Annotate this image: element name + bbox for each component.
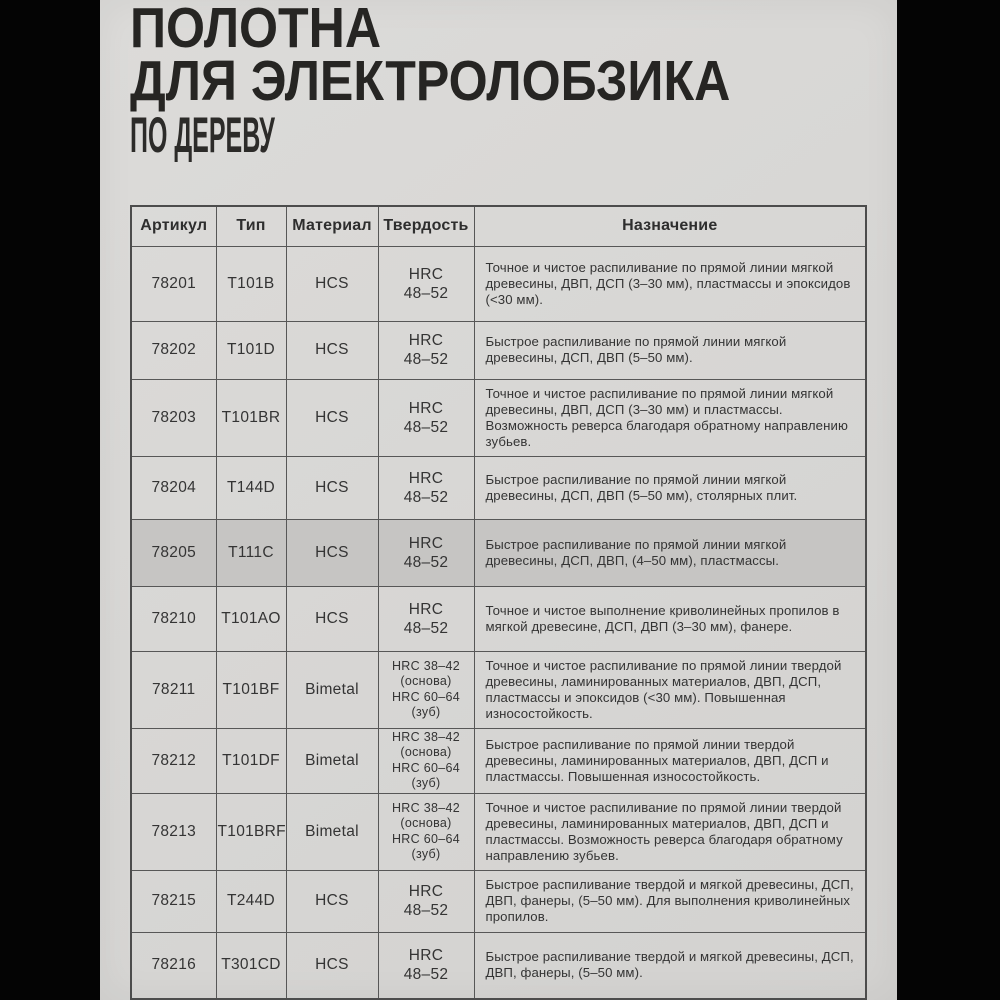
table-row (131, 651, 866, 728)
col-header-article: Артикул (131, 206, 216, 246)
table-body (131, 246, 866, 999)
cell-article: 78203 (131, 379, 216, 456)
table-row (131, 728, 866, 793)
col-header-type: Тип (216, 206, 286, 246)
cell-purpose: Быстрое распиливание твердой и мягкой древесины, ДСП, ДВП, фанеры, (5–50 мм). (474, 932, 866, 999)
hardness-line: (зуб) (411, 776, 441, 790)
cell-hardness (378, 519, 474, 586)
catalog-page (100, 0, 897, 1000)
cell-article: 78205 (131, 519, 216, 586)
cell-article: 78202 (131, 321, 216, 379)
cell-purpose: Точное и чистое распиливание по прямой линии мягкой древесины, ДВП, ДСП (3–30 мм) и пластмассы. Возможность реверса благодаря обратному направлению зубьев. (474, 379, 866, 456)
col-header-hardness: Твердость (378, 206, 474, 246)
hardness-line: HRC 60–64 (391, 831, 460, 846)
cell-hardness (378, 651, 474, 728)
hardness-line: HRC (408, 534, 444, 552)
cell-hardness (378, 586, 474, 651)
hardness-line: HRC 38–42 (391, 658, 460, 673)
cell-material: HCS (286, 519, 378, 586)
cell-type: T101BF (216, 651, 286, 728)
cell-material: HCS (286, 932, 378, 999)
cell-article: 78216 (131, 932, 216, 999)
cell-hardness (378, 246, 474, 321)
cell-type: T101AO (216, 586, 286, 651)
page-title-line2: ДЛЯ ЭЛЕКТРОЛОБЗИКА (130, 49, 731, 113)
cell-purpose: Быстрое распиливание по прямой линии мягкой древесины, ДСП, ДВП (5–50 мм). (474, 321, 866, 379)
hardness-line: HRC (408, 469, 444, 487)
cell-material: HCS (286, 379, 378, 456)
table-row (131, 456, 866, 519)
cell-purpose: Быстрое распиливание по прямой линии мягкой древесины, ДСП, ДВП (5–50 мм), столярных плит. (474, 456, 866, 519)
cell-type: T111C (216, 519, 286, 586)
table-header-row (131, 206, 866, 246)
hardness-line: 48–52 (403, 488, 449, 506)
hardness-line: 48–52 (403, 902, 449, 919)
hardness-line: 48–52 (403, 418, 449, 436)
hardness-line: HRC (408, 883, 444, 900)
hardness-line: (основа) (400, 674, 452, 688)
table-row (131, 246, 866, 321)
hardness-line: (основа) (400, 745, 452, 759)
cell-hardness (378, 870, 474, 932)
cell-material: Bimetal (286, 728, 378, 793)
table-row (131, 870, 866, 932)
cell-type: T144D (216, 456, 286, 519)
hardness-line: HRC 60–64 (391, 689, 460, 704)
cell-hardness (378, 728, 474, 793)
hardness-line: HRC 38–42 (391, 729, 460, 744)
hardness-line: 48–52 (403, 619, 449, 637)
table-row (131, 321, 866, 379)
cell-purpose: Точное и чистое распиливание по прямой линии мягкой древесины, ДВП, ДСП (3–30 мм), пластмассы и эпоксидов (<30 мм). (474, 246, 866, 321)
cell-purpose: Быстрое распиливание по прямой линии мягкой древесины, ДСП, ДВП, (4–50 мм), пластмассы. (474, 519, 866, 586)
cell-hardness (378, 932, 474, 999)
cell-type: T101D (216, 321, 286, 379)
cell-type: T101B (216, 246, 286, 321)
hardness-line: (зуб) (411, 705, 441, 719)
blades-table (130, 205, 867, 1000)
cell-type: T101DF (216, 728, 286, 793)
cell-material: HCS (286, 321, 378, 379)
cell-hardness (378, 379, 474, 456)
table-row (131, 586, 866, 651)
cell-purpose: Быстрое распиливание по прямой линии твердой древесины, ламинированных материалов, ДВП, ДСП и пластмассы. Повышенная износостойкость. (474, 728, 866, 793)
table-row (131, 932, 866, 999)
page-subtitle: ПО ДЕРЕВУ (130, 107, 275, 163)
hardness-line: (основа) (400, 816, 452, 830)
cell-material: HCS (286, 246, 378, 321)
cell-purpose: Точное и чистое распиливание по прямой линии твердой древесины, ламинированных материалов, ДВП, ДСП и пластмассы. Возможность реверса благодаря обратному направлению зубьев. (474, 793, 866, 870)
cell-article: 78212 (131, 728, 216, 793)
page-header (130, 0, 812, 163)
cell-hardness (378, 321, 474, 379)
table-row (131, 519, 866, 586)
cell-article: 78201 (131, 246, 216, 321)
cell-purpose: Точное и чистое распиливание по прямой линии твердой древесины, ламинированных материалов, ДВП, ДСП, пластмассы и эпоксидов (<30 мм). Повышенная износостойкость. (474, 651, 866, 728)
cell-hardness (378, 793, 474, 870)
col-header-purpose: Назначение (474, 206, 866, 246)
cell-material: Bimetal (286, 793, 378, 870)
cell-purpose: Быстрое распиливание твердой и мягкой древесины, ДСП, ДВП, фанеры, (5–50 мм). Для выполнения криволинейных пропилов. (474, 870, 866, 932)
cell-type: T244D (216, 870, 286, 932)
page-title-line1: ПОЛОТНА (130, 0, 382, 60)
hardness-line: HRC (408, 265, 444, 283)
hardness-line: HRC (408, 947, 444, 965)
table-header (131, 206, 866, 246)
hardness-line: HRC (408, 600, 444, 618)
hardness-line: HRC 60–64 (391, 760, 460, 775)
cell-material: Bimetal (286, 651, 378, 728)
cell-type: T301CD (216, 932, 286, 999)
hardness-line: HRC (408, 399, 444, 417)
hardness-line: 48–52 (403, 966, 449, 984)
cell-article: 78211 (131, 651, 216, 728)
cell-article: 78215 (131, 870, 216, 932)
hardness-line: 48–52 (403, 351, 449, 368)
hardness-line: 48–52 (403, 284, 449, 302)
hardness-line: HRC 38–42 (391, 800, 460, 815)
table-row (131, 793, 866, 870)
cell-article: 78204 (131, 456, 216, 519)
hardness-line: HRC (408, 332, 444, 349)
col-header-material: Материал (286, 206, 378, 246)
cell-type: T101BR (216, 379, 286, 456)
cell-type: T101BRF (216, 793, 286, 870)
hardness-line: 48–52 (403, 553, 449, 571)
cell-article: 78210 (131, 586, 216, 651)
cell-material: HCS (286, 870, 378, 932)
cell-purpose: Точное и чистое выполнение криволинейных пропилов в мягкой древесине, ДСП, ДВП (3–30 мм), фанере. (474, 586, 866, 651)
hardness-line: (зуб) (411, 847, 441, 861)
cell-material: HCS (286, 586, 378, 651)
cell-material: HCS (286, 456, 378, 519)
cell-article: 78213 (131, 793, 216, 870)
table-row (131, 379, 866, 456)
cell-hardness (378, 456, 474, 519)
